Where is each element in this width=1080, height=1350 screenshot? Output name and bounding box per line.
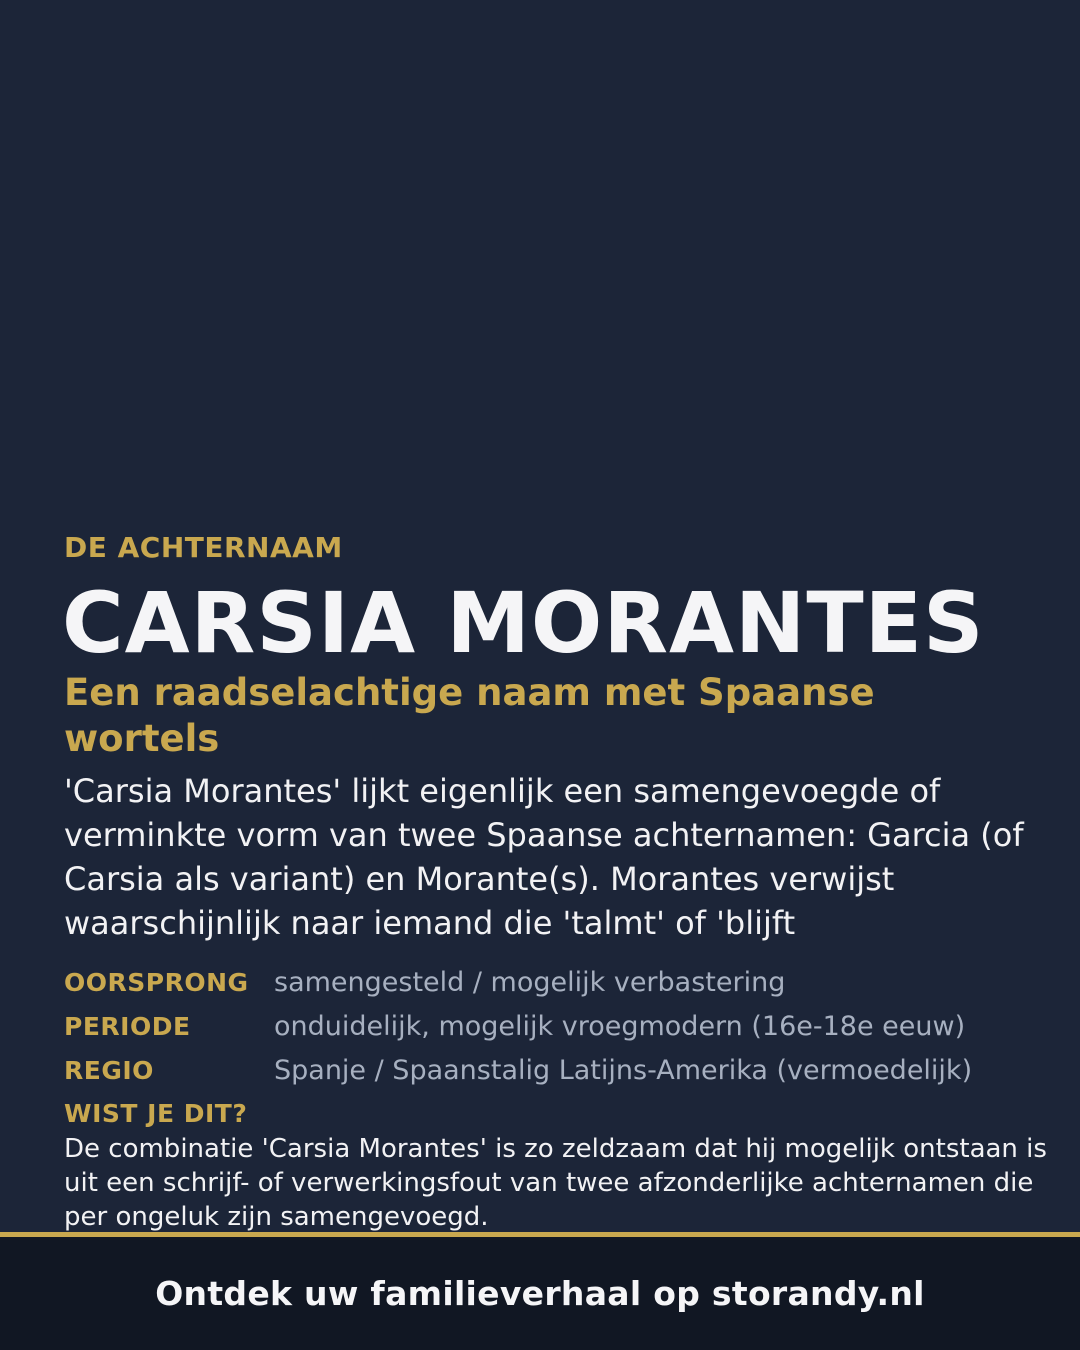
eyebrow-label: DE ACHTERNAAM [64,531,343,564]
trivia-text: De combinatie 'Carsia Morantes' is zo zeldzaam dat hij mogelijk ontstaan is uit een schrijf- of verwerkingsfout van twee afzonderlijke achternamen die per ongeluk zijn samengevoegd. [64,1134,1047,1232]
fact-label: PERIODE [64,1011,191,1041]
footer-cta-text[interactable]: Ontdek uw familieverhaal op storandy.nl [155,1274,925,1313]
footer-banner [0,1232,1080,1350]
subtitle: Een raadselachtige naam met Spaanse wortels [64,671,875,760]
facts-list [64,960,1064,1092]
fact-value: onduidelijk, mogelijk vroegmodern (16e-18e eeuw) [274,1010,966,1042]
fact-label: REGIO [64,1055,154,1085]
fact-row-period [64,1004,1064,1048]
surname-description: 'Carsia Morantes' lijkt eigenlijk een samengevoegde of verminkte vorm van twee Spaanse achternamen: Garcia (of Carsia als variant) en Morante(s). Morantes verwijst waarschijnlijk naar iemand die 'talmt' of 'blijft [64,772,1024,942]
fact-value: Spanje / Spaanstalig Latijns-Amerika (vermoedelijk) [274,1054,973,1086]
fact-label: OORSPRONG [64,967,249,997]
fact-row-region [64,1048,1064,1092]
fact-row-origin [64,960,1064,1004]
fact-value: samengesteld / mogelijk verbastering [274,966,786,998]
trivia-label: WIST JE DIT? [64,1099,248,1128]
surname-title: CARSIA MORANTES [62,574,985,672]
